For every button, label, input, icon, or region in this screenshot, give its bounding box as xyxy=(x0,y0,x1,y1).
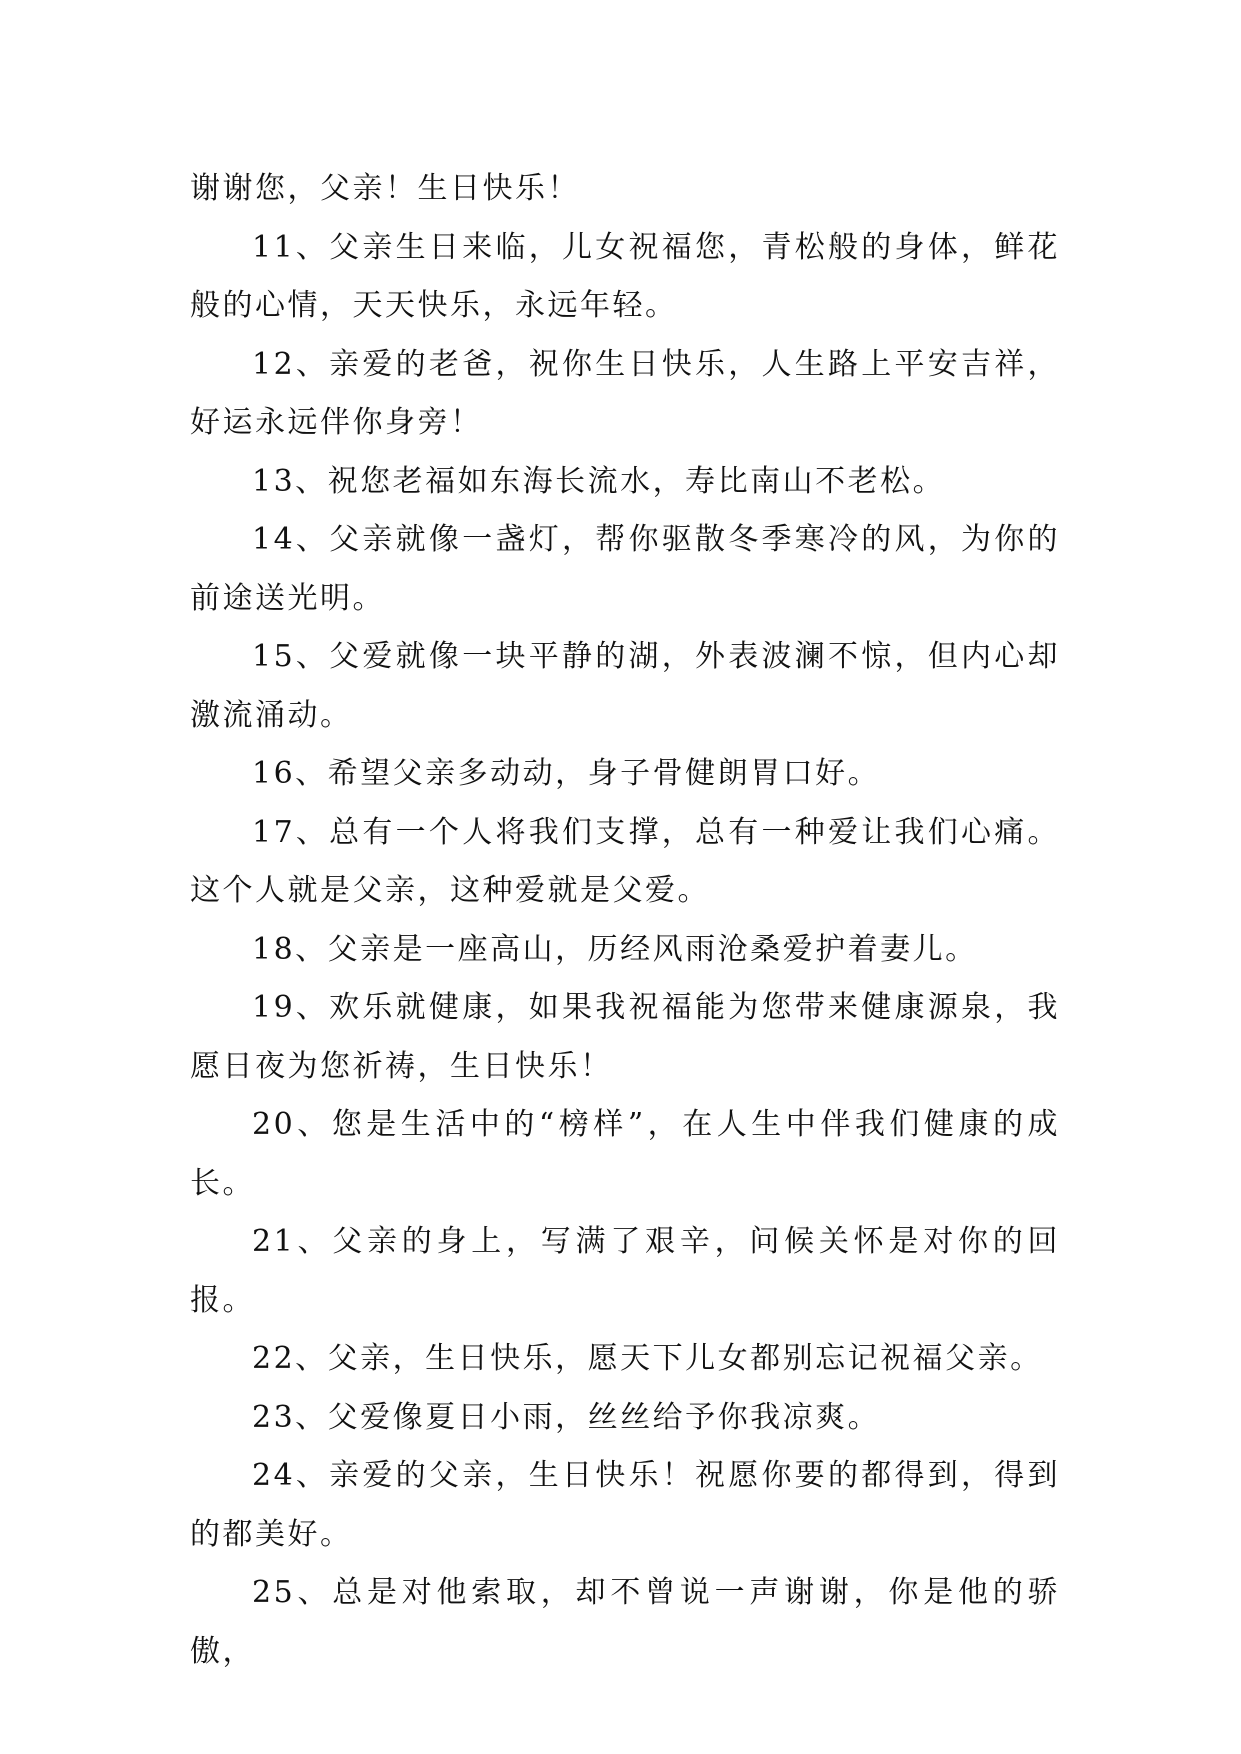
paragraph-20: 20、您是生活中的“榜样”，在人生中伴我们健康的成长。 xyxy=(190,1107,1060,1201)
paragraph-24: 24、亲爱的父亲，生日快乐！祝愿你要的都得到，得到的都美好。 xyxy=(190,1458,1060,1552)
paragraph-17: 17、总有一个人将我们支撑，总有一种爱让我们心痛。这个人就是父亲，这种爱就是父爱。 xyxy=(190,814,1060,908)
paragraph-13: 13、祝您老福如东海长流水，寿比南山不老松。 xyxy=(252,463,946,499)
paragraph-22: 22、父亲，生日快乐，愿天下儿女都别忘记祝福父亲。 xyxy=(252,1341,1043,1376)
body-text xyxy=(190,160,1060,1681)
paragraph-14: 14、父亲就像一盏灯，帮你驱散冬季寒冷的风，为你的前途送光明。 xyxy=(190,522,1060,616)
paragraph-continuation: 谢谢您，父亲！生日快乐！ xyxy=(190,171,580,206)
paragraph-11: 11、父亲生日来临，儿女祝福您，青松般的身体，鲜花般的心情，天天快乐，永远年轻。 xyxy=(190,229,1060,323)
paragraph-16: 16、希望父亲多动动，身子骨健朗胃口好。 xyxy=(252,756,881,791)
paragraph-18: 18、父亲是一座高山，历经风雨沧桑爱护着妻儿。 xyxy=(252,931,978,967)
paragraph-21: 21、父亲的身上，写满了艰辛，问候关怀是对你的回报。 xyxy=(190,1224,1060,1318)
paragraph-23: 23、父爱像夏日小雨，丝丝给予你我凉爽。 xyxy=(252,1399,881,1435)
paragraph-19: 19、欢乐就健康，如果我祝福能为您带来健康源泉，我愿日夜为您祈祷，生日快乐！ xyxy=(190,990,1060,1084)
paragraph-15: 15、父爱就像一块平静的湖，外表波澜不惊，但内心却激流涌动。 xyxy=(190,639,1060,733)
paragraph-12: 12、亲爱的老爸，祝你生日快乐，人生路上平安吉祥，好运永远伴你身旁！ xyxy=(190,346,1060,440)
paragraph-25: 25、总是对他索取，却不曾说一声谢谢，你是他的骄傲， xyxy=(190,1575,1060,1669)
